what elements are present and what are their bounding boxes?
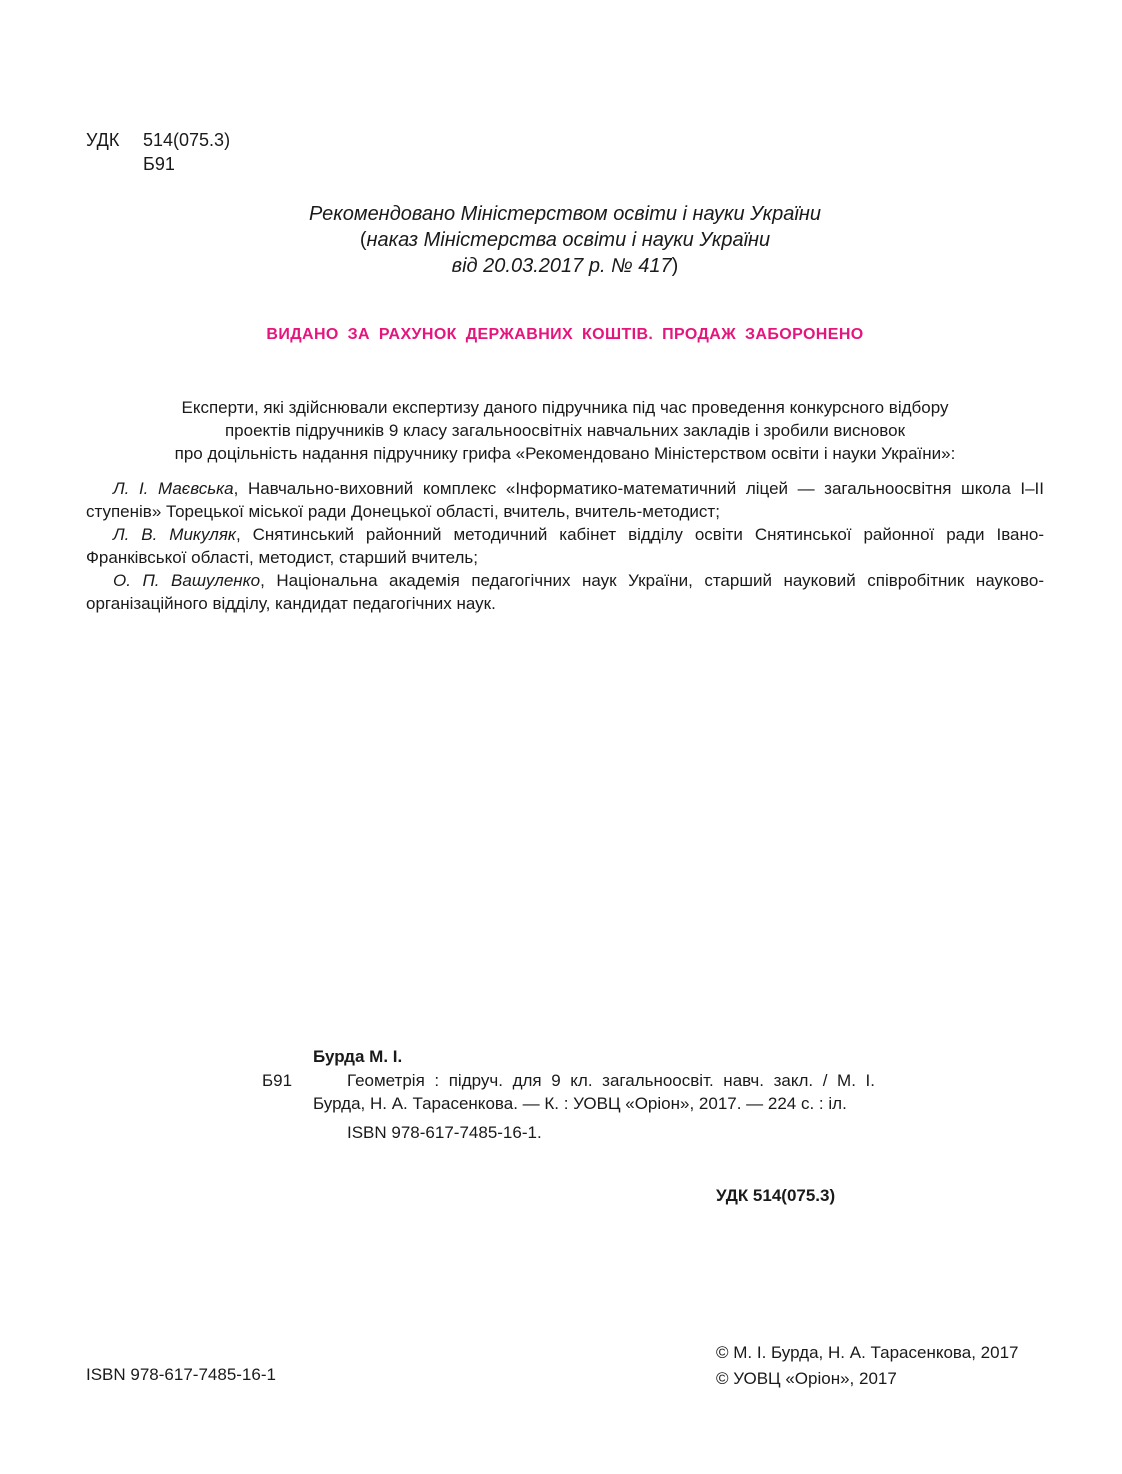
experts-intro-line: про доцільність надання підручнику грифа «Рекомендовано Міністерством освіти і науки України»: <box>174 444 956 463</box>
udk-code: 514(075.3) <box>143 130 231 150</box>
udk-label: УДК <box>86 130 120 150</box>
recommendation-line2: наказ Міністерства освіти і науки України <box>366 229 771 251</box>
copyright-block <box>716 1340 1018 1392</box>
footer-isbn: ISBN 978-617-7485-16-1 <box>86 1365 276 1384</box>
expert-name: Л. В. Микуляк <box>113 525 236 544</box>
recommendation <box>0 201 1122 279</box>
expert-entry <box>86 569 1044 615</box>
udk-block <box>86 128 230 176</box>
recommendation-line1: Рекомендовано Міністерством освіти і науки України <box>309 203 821 225</box>
catalog-code: Б91 <box>262 1071 293 1090</box>
expert-name: О. П. Вашуленко <box>113 571 261 590</box>
recommendation-line3: від 20.03.2017 р. № 417 <box>451 255 672 277</box>
expert-entry <box>86 523 1044 569</box>
copyright-publisher: © УОВЦ «Оріон», 2017 <box>716 1369 897 1388</box>
udk-index: Б91 <box>143 154 175 174</box>
expert-affiliation: , Навчально-виховний комплекс «Інформатико-математичний ліцей — загальноосвітня школа І–ІІ ступенів» Торецької міської ради Донецької області, вчитель, вчитель-методист; <box>86 479 1044 521</box>
expert-entry <box>86 477 1044 523</box>
experts-intro-line: проектів підручників 9 класу загальноосвітніх навчальних закладів і зробили висновок <box>224 421 906 440</box>
catalog-description: Геометрія : підруч. для 9 кл. загальноосвіт. навч. закл. / М. І. Бурда, Н. А. Тарасенкова. — К. : УОВЦ «Оріон», 2017. — 224 с. : іл. <box>313 1071 875 1113</box>
catalog-udk: УДК 514(075.3) <box>716 1186 836 1205</box>
expert-affiliation: , Національна академія педагогічних наук України, старший науковий співробітник науково-організаційного відділу, кандидат педагогічних наук. <box>86 571 1045 613</box>
experts-list <box>86 477 1044 615</box>
experts-intro <box>86 396 1044 465</box>
experts-intro-line: Експерти, які здійснювали експертизу даного підручника під час проведення конкурсного відбору <box>181 398 949 417</box>
copyright-authors: © М. І. Бурда, Н. А. Тарасенкова, 2017 <box>716 1343 1019 1362</box>
recommendation-paren-open: ( <box>359 229 367 251</box>
expert-name: Л. І. Маєвська <box>113 479 234 498</box>
catalog-isbn: ISBN 978-617-7485-16-1. <box>347 1123 542 1142</box>
recommendation-paren-close: ) <box>671 255 679 277</box>
expert-affiliation: , Снятинський районний методичний кабінет відділу освіти Снятинської районної ради Івано-Франківської області, методист, старший вчитель; <box>86 525 1044 567</box>
catalog-author: Бурда М. І. <box>313 1047 403 1066</box>
catalog-card <box>262 1045 882 1144</box>
free-distribution-notice: ВИДАНО ЗА РАХУНОК ДЕРЖАВНИХ КОШТІВ. ПРОДАЖ ЗАБОРОНЕНО <box>266 326 864 343</box>
